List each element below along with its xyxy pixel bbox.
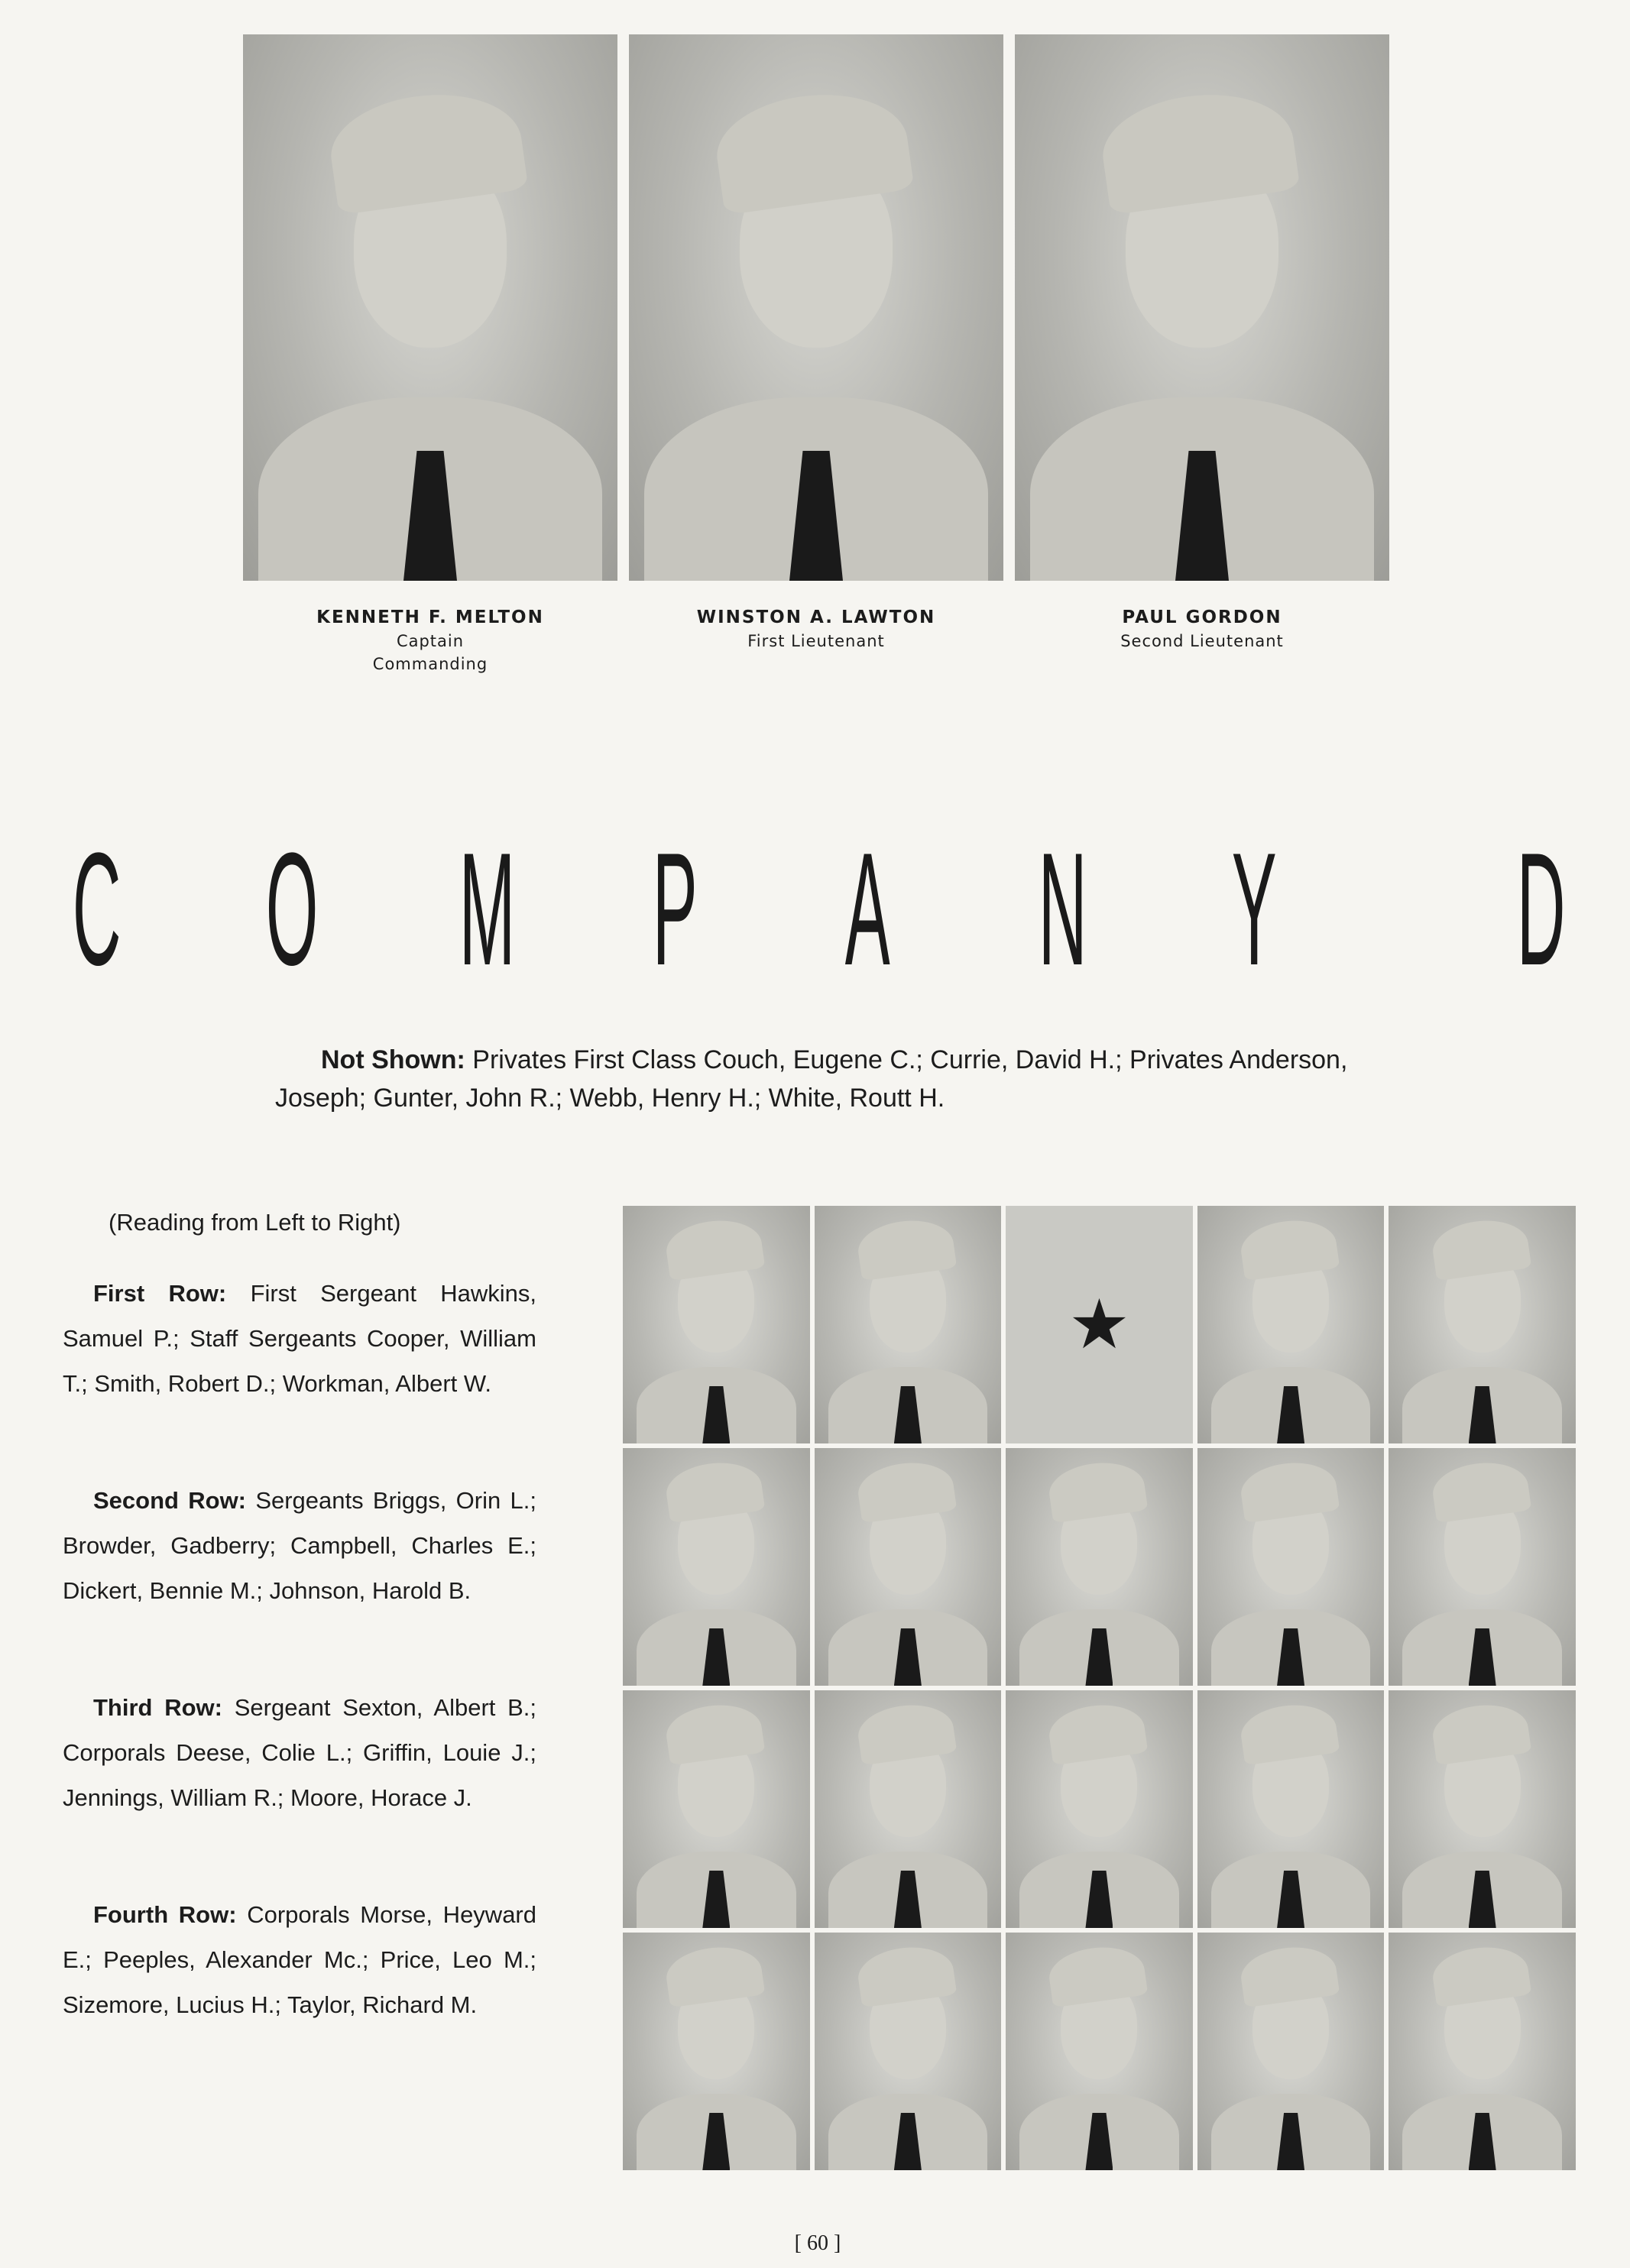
roster-photo xyxy=(623,1690,810,1928)
row-caption xyxy=(63,1685,536,1820)
page-number: [ 60 ] xyxy=(794,2231,841,2255)
title-letter: D xyxy=(1516,819,1566,999)
title-letter: Y xyxy=(1231,819,1277,999)
row-names: Sergeants Briggs, Orin L.; Browder, Gadberry; Campbell, Charles E.; Dickert, Bennie M.; Johnson, Harold B. xyxy=(63,1487,536,1604)
row-names: First Sergeant Hawkins, Samuel P.; Staff Sergeants Cooper, William T.; Smith, Robert D.; Workman, Albert W. xyxy=(63,1280,536,1397)
title-letter: O xyxy=(265,819,319,999)
roster-photo xyxy=(1006,1933,1193,2170)
roster-photo xyxy=(1197,1448,1385,1686)
not-shown-note xyxy=(275,1041,1376,1117)
row-label: Second Row: xyxy=(93,1487,247,1514)
roster-photo xyxy=(1197,1933,1385,2170)
roster-photo xyxy=(815,1933,1002,2170)
not-shown-text: Privates First Class Couch, Eugene C.; Currie, David H.; Privates Anderson, Joseph; Gunter, John R.; Webb, Henry H.; White, Routt H. xyxy=(275,1045,1348,1113)
not-shown-label: Not Shown: xyxy=(321,1045,465,1074)
officer-rank: First Lieutenant xyxy=(747,632,885,650)
title-letter: N xyxy=(1039,819,1087,999)
row-caption xyxy=(63,1478,536,1613)
star-placeholder xyxy=(1006,1206,1193,1443)
roster-photo xyxy=(1389,1690,1576,1928)
row-caption xyxy=(63,1271,536,1406)
roster-photo xyxy=(623,1448,810,1686)
roster-photo xyxy=(815,1206,1002,1443)
row-label: Third Row: xyxy=(93,1694,222,1721)
officer-melton xyxy=(243,34,617,676)
officer-name: WINSTON A. LAWTON xyxy=(696,608,936,627)
title-letter: M xyxy=(459,819,515,999)
roster-photo xyxy=(623,1206,810,1443)
roster-photo xyxy=(1197,1690,1385,1928)
title-letter: P xyxy=(652,819,698,999)
title-letter: C xyxy=(72,819,122,999)
officer-photo xyxy=(1015,34,1389,581)
officer-lawton xyxy=(629,34,1003,653)
officer-gordon xyxy=(1015,34,1389,653)
officer-name: KENNETH F. MELTON xyxy=(316,608,544,627)
row-names: Corporals Morse, Heyward E.; Peeples, Alexander Mc.; Price, Leo M.; Sizemore, Lucius H.; Taylor, Richard M. xyxy=(63,1901,536,2018)
officer-photo xyxy=(629,34,1003,581)
title-letter: A xyxy=(845,819,891,999)
row-caption xyxy=(63,1892,536,2027)
row-label: Fourth Row: xyxy=(93,1901,237,1928)
officer-rank: Second Lieutenant xyxy=(1120,632,1284,650)
officer-rank: Captain xyxy=(396,632,465,650)
roster-photo xyxy=(1389,1933,1576,2170)
roster-photo xyxy=(1389,1448,1576,1686)
row-label: First Row: xyxy=(93,1280,227,1307)
officer-photo xyxy=(243,34,617,581)
roster-photo xyxy=(1389,1206,1576,1443)
roster-legend xyxy=(63,1200,536,2099)
roster-photo xyxy=(1197,1206,1385,1443)
roster-photo xyxy=(1006,1448,1193,1686)
roster-photo xyxy=(623,1933,810,2170)
officer-role: Commanding xyxy=(372,655,488,673)
page-title xyxy=(46,821,1582,997)
officer-name: PAUL GORDON xyxy=(1122,608,1282,627)
star-icon: ★ xyxy=(1068,1285,1130,1365)
roster-photo xyxy=(1006,1690,1193,1928)
row-names: Sergeant Sexton, Albert B.; Corporals Deese, Colie L.; Griffin, Louie J.; Jennings, William R.; Moore, Horace J. xyxy=(63,1694,537,1811)
roster-photo-grid xyxy=(623,1206,1576,2170)
roster-photo xyxy=(815,1690,1002,1928)
reading-direction: (Reading from Left to Right) xyxy=(109,1209,401,1236)
officer-portraits xyxy=(243,34,1389,673)
roster-photo xyxy=(815,1448,1002,1686)
